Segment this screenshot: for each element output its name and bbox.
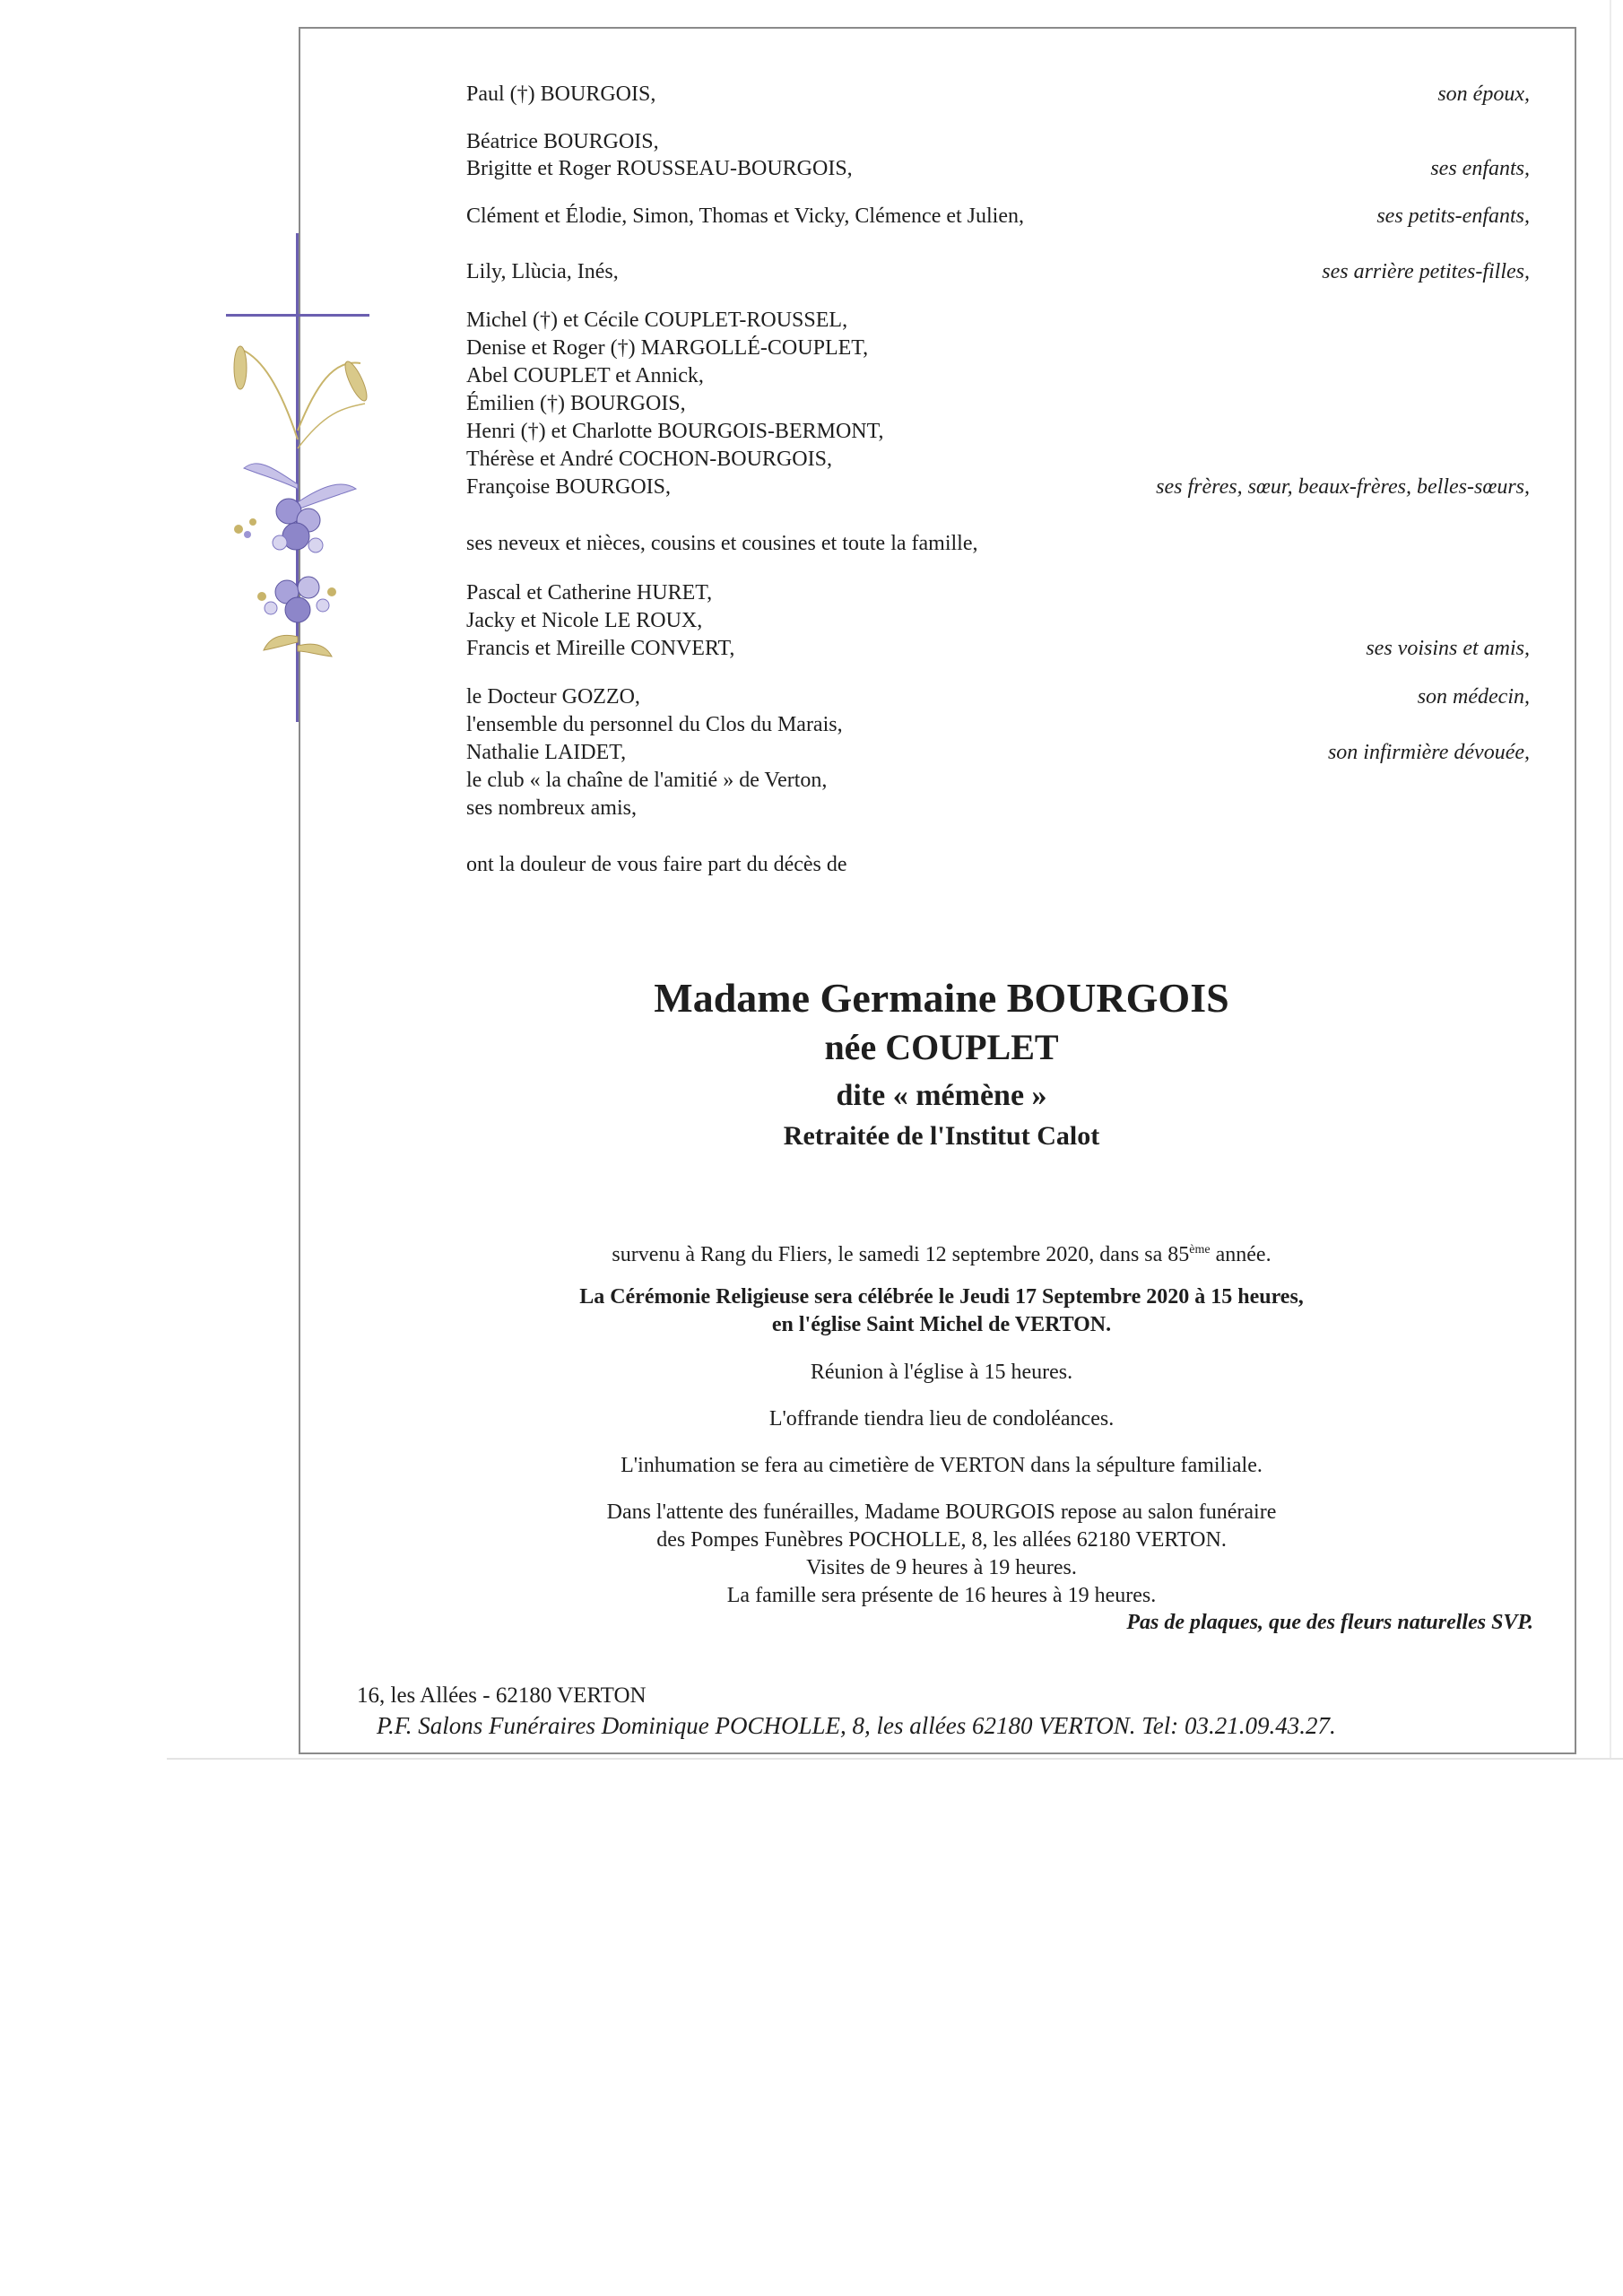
deceased-name: Madame Germaine BOURGOIS	[654, 975, 1229, 1021]
family-row	[466, 633, 1530, 664]
family-relation: ses petits-enfants,	[1376, 204, 1530, 228]
ceremony-line-1: La Cérémonie Religieuse sera célébrée le Jeudi 17 Septembre 2020 à 15 heures,	[579, 1285, 1304, 1309]
ceremony-line-2: en l'église Saint Michel de VERTON.	[771, 1313, 1112, 1336]
family-relation: ses voisins et amis,	[1366, 637, 1530, 660]
family-name: Nathalie LAIDET,	[466, 741, 627, 764]
family-row	[466, 201, 1530, 231]
deceased-nickname: dite « mémène »	[836, 1079, 1047, 1112]
family-row	[466, 153, 1530, 184]
family-name: Émilien (†) BOURGOIS,	[466, 392, 686, 415]
family-name: ses nombreux amis,	[466, 796, 637, 820]
family-name: Pascal et Catherine HURET,	[466, 581, 713, 604]
family-row	[466, 578, 1530, 608]
family-relation: son médecin,	[1417, 685, 1530, 709]
death-line	[466, 1236, 1417, 1269]
family-relation: ses enfants,	[1430, 157, 1530, 180]
family-name: le club « la chaîne de l'amitié » de Verton,	[466, 769, 828, 792]
family-row	[466, 416, 1530, 447]
family-row	[466, 765, 1530, 796]
rest-line-1: Dans l'attente des funérailles, Madame BOURGOIS repose au salon funéraire	[606, 1500, 1277, 1524]
family-name: Brigitte et Roger ROUSSEAU-BOURGOIS,	[466, 157, 853, 180]
cross-icon	[226, 233, 369, 735]
family-name: Henri (†) et Charlotte BOURGOIS-BERMONT,	[466, 420, 884, 443]
family-row	[466, 682, 1530, 712]
family-row	[466, 605, 1530, 636]
scan-edge-bottom	[167, 1758, 1623, 1760]
family-row	[466, 305, 1530, 335]
family-name: Thérèse et André COCHON-BOURGOIS,	[466, 448, 832, 471]
family-relation: son infirmière dévouée,	[1327, 741, 1530, 764]
offering-line: L'offrande tiendra lieu de condoléances.	[768, 1407, 1115, 1431]
deceased-occupation: Retraitée de l'Institut Calot	[783, 1121, 1100, 1151]
family-row	[466, 79, 1530, 109]
family-row	[466, 388, 1530, 419]
flowers-note: Pas de plaques, que des fleurs naturelles SVP.	[1126, 1611, 1533, 1634]
family-relation: son époux,	[1437, 83, 1530, 106]
family-name: ont la douleur de vous faire part du décès de	[466, 853, 847, 876]
family-name: Francis et Mireille CONVERT,	[466, 637, 735, 660]
family-row	[466, 528, 1530, 559]
family-name: l'ensemble du personnel du Clos du Marais,	[466, 713, 843, 736]
death-text: survenu à Rang du Fliers, le samedi 12 septembre 2020, dans sa 85	[612, 1243, 1190, 1266]
visits-line: Visites de 9 heures à 19 heures.	[806, 1556, 1077, 1579]
family-name: Denise et Roger (†) MARGOLLÉ-COUPLET,	[466, 336, 869, 360]
death-text-end: année.	[1210, 1243, 1271, 1266]
family-row	[466, 257, 1530, 287]
scan-edge-right	[1610, 0, 1611, 1758]
death-superscript: ème	[1189, 1243, 1211, 1257]
footer-funeral-home: P.F. Salons Funéraires Dominique POCHOLLE, 8, les allées 62180 VERTON. Tel: 03.21.09.43.27.	[377, 1712, 1336, 1739]
family-row	[466, 737, 1530, 768]
family-row	[466, 472, 1530, 502]
family-row	[466, 126, 1530, 157]
family-relation: ses arrière petites-filles,	[1322, 260, 1530, 283]
family-name: Abel COUPLET et Annick,	[466, 364, 704, 387]
family-row	[466, 793, 1530, 823]
family-row	[466, 361, 1530, 391]
family-row	[466, 849, 1530, 880]
family-relation: ses frères, sœur, beaux-frères, belles-sœurs,	[1156, 475, 1530, 499]
family-row	[466, 709, 1530, 740]
family-name: Béatrice BOURGOIS,	[466, 130, 659, 153]
family-name: Michel (†) et Cécile COUPLET-ROUSSEL,	[466, 309, 848, 332]
rest-line-2: des Pompes Funèbres POCHOLLE, 8, les allées 62180 VERTON.	[656, 1528, 1227, 1552]
deceased-maiden-name: née COUPLET	[824, 1027, 1059, 1067]
family-name: Paul (†) BOURGOIS,	[466, 83, 656, 106]
family-name: Lily, Llùcia, Inés,	[466, 260, 619, 283]
family-name: Clément et Élodie, Simon, Thomas et Vicky, Clémence et Julien,	[466, 204, 1024, 228]
family-name: Françoise BOURGOIS,	[466, 475, 671, 499]
burial-line: L'inhumation se fera au cimetière de VERTON dans la sépulture familiale.	[621, 1454, 1263, 1477]
family-name: ses neveux et nièces, cousins et cousines et toute la famille,	[466, 532, 978, 555]
meeting-line: Réunion à l'église à 15 heures.	[810, 1361, 1073, 1384]
family-row	[466, 333, 1530, 363]
family-row	[466, 444, 1530, 474]
family-presence-line: La famille sera présente de 16 heures à 19 heures.	[726, 1584, 1157, 1607]
family-name: Jacky et Nicole LE ROUX,	[466, 609, 703, 632]
footer-address: 16, les Allées - 62180 VERTON	[357, 1683, 647, 1708]
family-name: le Docteur GOZZO,	[466, 685, 640, 709]
